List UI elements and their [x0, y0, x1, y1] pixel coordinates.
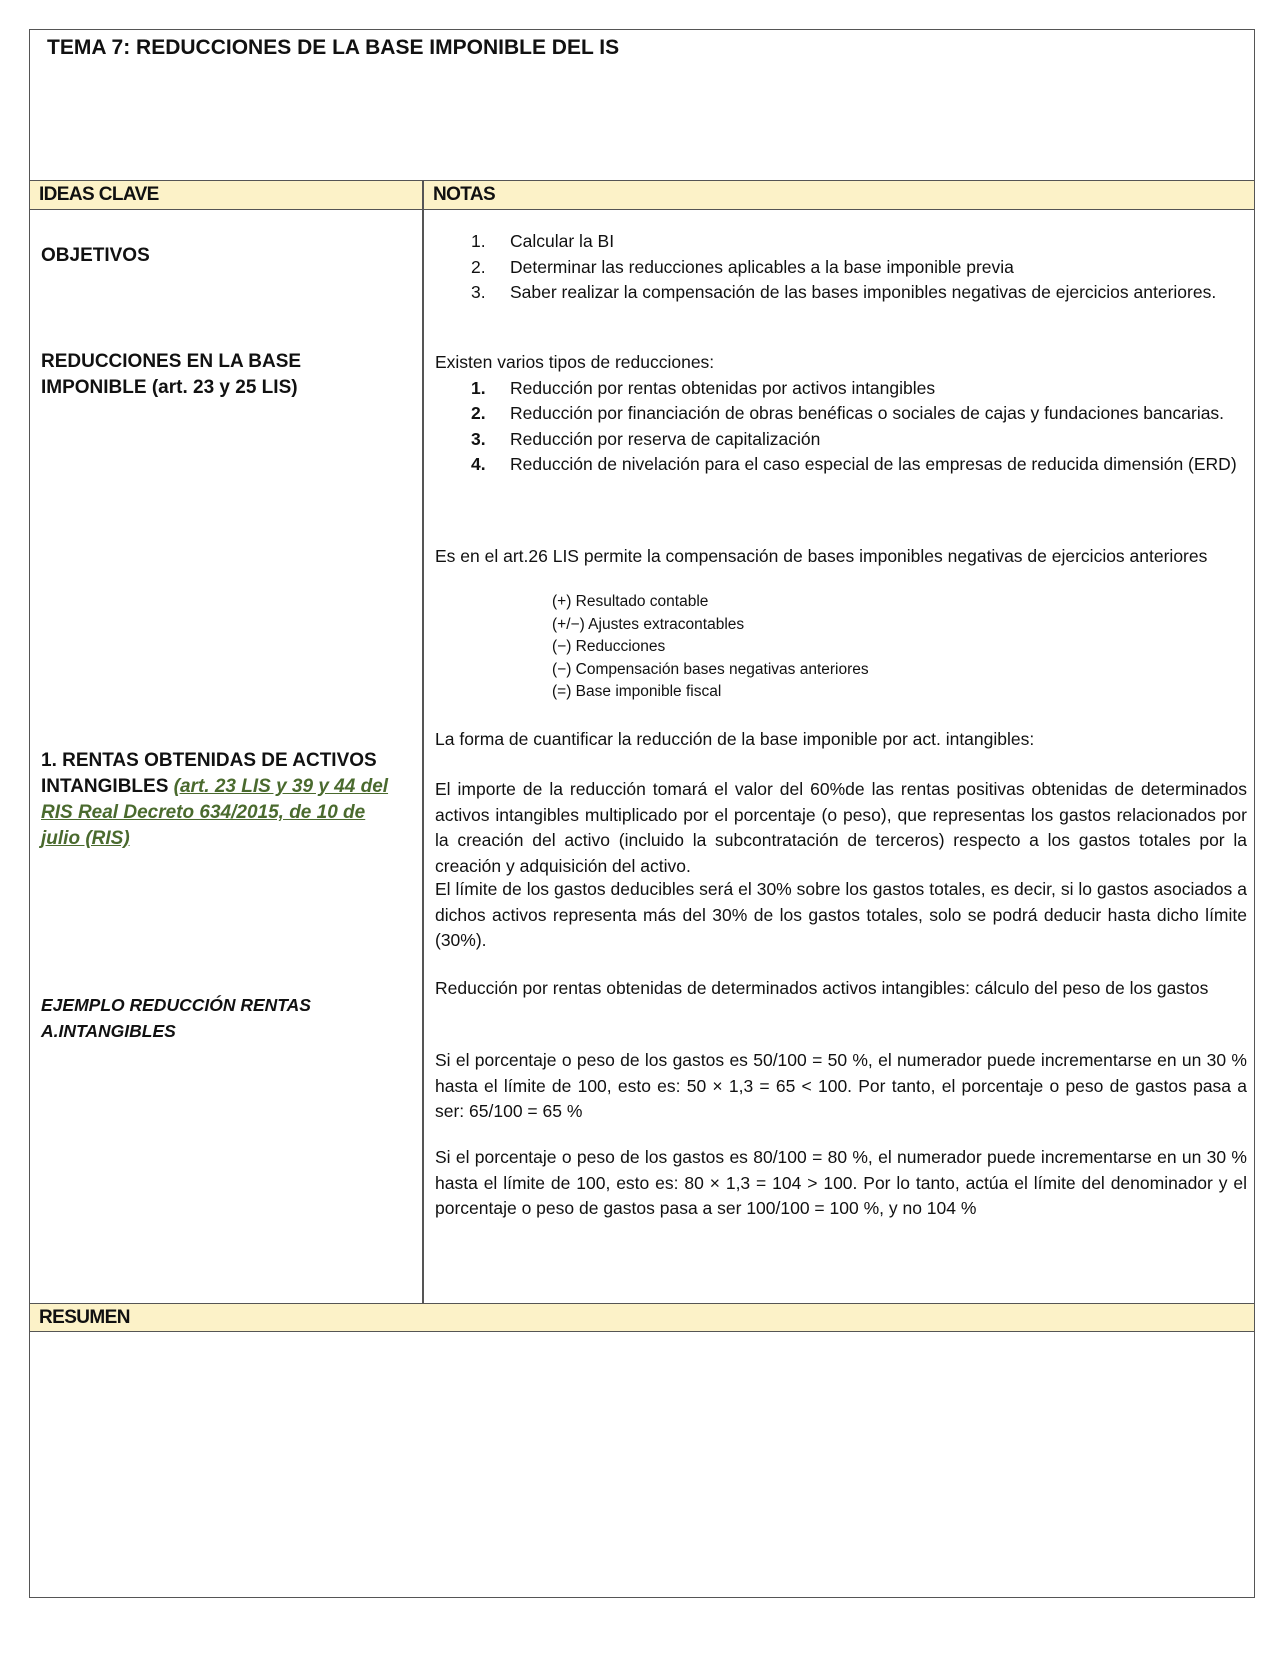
importe-paragraph: El importe de la reducción tomará el valor del 60%de las rentas positivas obtenidas de determinados activos intangibles multiplicado por el porcentaje (o peso), que representas los gastos relacionados por la creación del activo (incluido la subcontratación de terceros) respecto a los gastos totales por la creación y adquisición del activo. [435, 779, 1247, 876]
ideas-clave-header: IDEAS CLAVE [39, 184, 159, 205]
ejemplo-intro: Reducción por rentas obtenidas de determinados activos intangibles: cálculo del peso de los gastos [435, 978, 1209, 998]
list-item: 3. Reducción por reserva de capitalización [471, 428, 821, 449]
formula-line: (+) Resultado contable [552, 593, 709, 610]
formula-line: (−) Reducciones [552, 638, 666, 655]
list-item: 1. Calcular la BI [471, 231, 615, 251]
formula-line: (+/−) Ajustes extracontables [552, 615, 745, 633]
compensacion-text: Es en el art.26 LIS permite la compensación de bases imponibles negativas de ejercicios anteriores [435, 546, 1208, 566]
forma-text: La forma de cuantificar la reducción de la base imponible por act. intangibles: [435, 729, 1035, 749]
column-divider [422, 181, 424, 209]
notas-header: NOTAS [433, 184, 496, 205]
list-item: 2. Reducción por financiación de obras benéficas o sociales de cajas y fundaciones bancarias. [471, 403, 1225, 423]
rentas-title: 1. RENTAS OBTENIDAS DE ACTIVOS INTANGIBLES [41, 750, 377, 797]
ejemplo-1: Si el porcentaje o peso de los gastos es 50/100 = 50 %, el numerador puede incrementarse en un 30 % hasta el límite de 100, esto es: 50 × 1,3 = 65 < 100. Por tanto, el porcentaje o peso de gastos pasa a ser: 65/100 = 65 % [435, 1050, 1247, 1121]
list-item: 2. Determinar las reducciones aplicables a la base imponible previa [471, 256, 1014, 277]
rentas-label [41, 748, 406, 852]
tipos-list [435, 376, 1247, 478]
column-divider [422, 210, 424, 1332]
ejemplo-2: Si el porcentaje o peso de los gastos es 80/100 = 80 %, el numerador puede incrementarse en un 30 % hasta el límite de 100, esto es: 80 × 1,3 = 104 > 100. Por lo tanto, actúa el límite del denominador y el porcentaje o peso de gastos pasa a ser 100/100 = 100 %, y no 104 % [435, 1147, 1247, 1218]
tipos-section [435, 350, 1247, 478]
reducciones-label: REDUCCIONES EN LA BASE IMPONIBLE (art. 23 y 25 LIS) [41, 351, 302, 398]
list-item: 4. Reducción de nivelación para el caso especial de las empresas de reducida dimensión (ERD) [471, 454, 1237, 474]
objetivos-label: OBJETIVOS [41, 245, 150, 266]
tipos-intro: Existen varios tipos de reducciones: [435, 352, 715, 372]
resumen-header: RESUMEN [39, 1307, 130, 1328]
list-item: 3. Saber realizar la compensación de las bases imponibles negativas de ejercicios anteriores. [471, 282, 1217, 302]
objetivos-section [435, 229, 1247, 306]
page-title: TEMA 7: REDUCCIONES DE LA BASE IMPONIBLE DEL IS [47, 36, 620, 59]
formula-line: (=) Base imponible fiscal [552, 683, 722, 700]
resumen-area[interactable] [30, 1332, 1254, 1599]
limite-paragraph: El límite de los gastos deducibles será el 30% sobre los gastos totales, es decir, si lo gastos asociados a dichos activos representa más del 30% de los gastos totales, solo se podrá deducir hasta dicho límite (30%). [435, 879, 1247, 950]
document-sheet [29, 29, 1255, 1598]
formula-line: (−) Compensación bases negativas anteriores [552, 660, 869, 678]
list-item: 1. Reducción por rentas obtenidas por activos intangibles [471, 377, 936, 398]
header-row [30, 181, 1254, 210]
rentas-reference: (art. 23 LIS y 39 y 44 del RIS Real Decreto 634/2015, de 10 de julio (RIS) [41, 776, 389, 849]
objetivos-list [435, 229, 1247, 306]
resumen-header-row [30, 1303, 1254, 1332]
title-area [30, 30, 1254, 181]
formula-block [552, 591, 869, 704]
ejemplo-label: EJEMPLO REDUCCIÓN RENTAS A.INTANGIBLES [41, 995, 311, 1041]
